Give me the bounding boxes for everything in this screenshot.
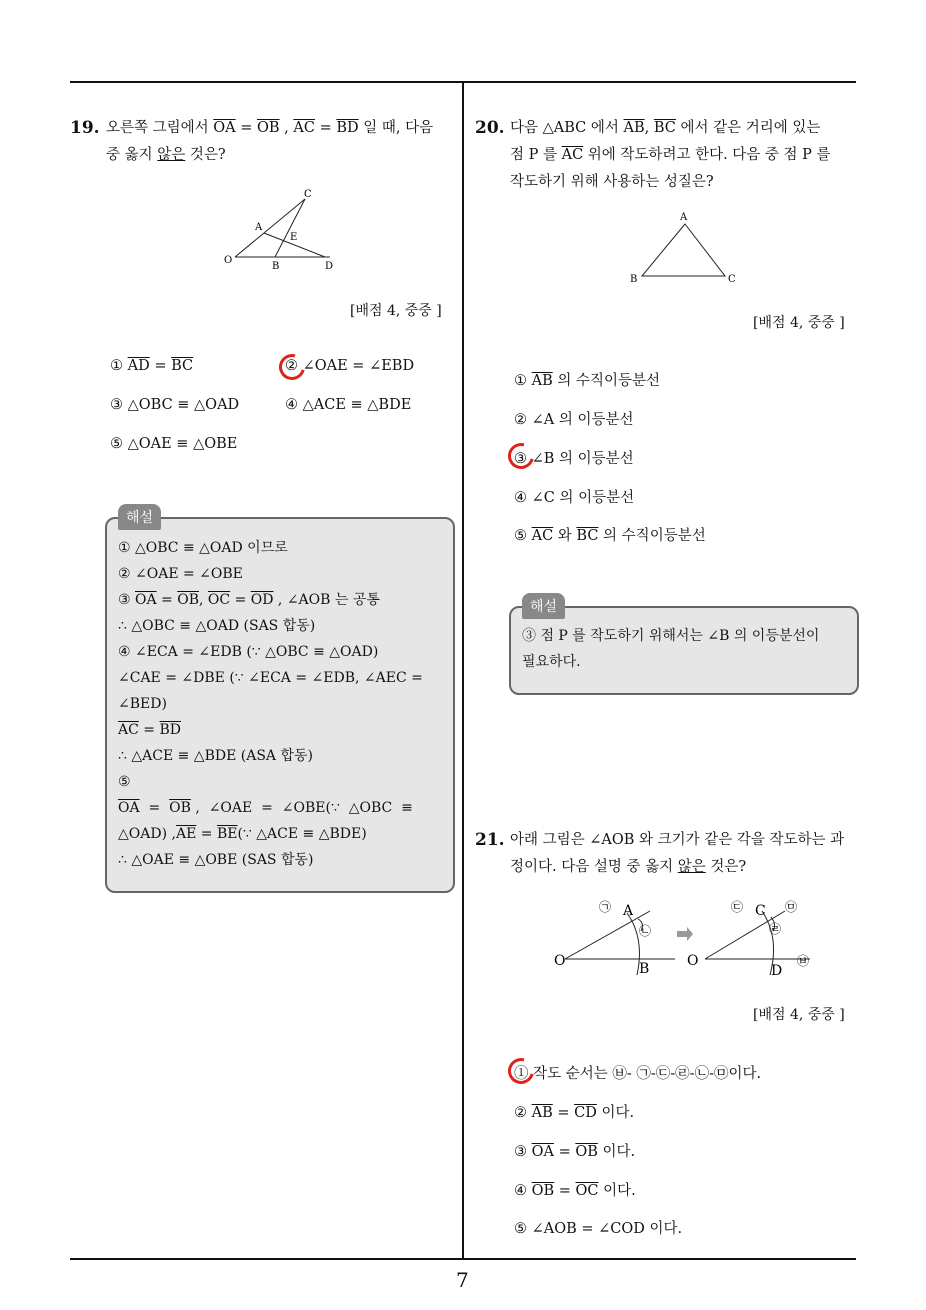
- q19-label-o: O: [224, 255, 233, 266]
- column-divider: [462, 82, 464, 1260]
- q20-choice-2[interactable]: ② ∠A 의 이등분선: [514, 412, 634, 428]
- bottom-rule: [70, 1258, 856, 1260]
- q20-label-b: B: [630, 274, 638, 285]
- q20-sol-line-1: ③ 점 P 를 작도하기 위해서는 ∠B 의 이등분선이: [522, 628, 820, 644]
- q21-label-a: A: [623, 903, 634, 919]
- q20-solution-tag: 해설: [522, 593, 565, 619]
- q20-choice-1[interactable]: ① $\overline{AB}$ 의 수직이등분선: [514, 373, 661, 389]
- q19-label-a: A: [255, 222, 263, 233]
- q19-sol-line-11: $\overline{OA} = \overline{OB}$ , ∠OAE = ∠OBE(∵ △OBC ≡: [118, 800, 413, 816]
- q19-sol-line-10: ⑤: [118, 774, 131, 790]
- q19-sol-line-3: ③ $\overline{OA} = \overline{OB}$, $\overline{OC} = \overline{OD}$ , ∠AOB 는 공통: [118, 592, 380, 608]
- q19-choice-1[interactable]: ① $\overline{AD} = \overline{BC}$: [110, 358, 194, 374]
- q19-sol-line-12: △OAD) $,\overline{AE}$ = $\overline{BE}(\because$ △ACE ≡ △BDE): [118, 826, 367, 842]
- q20-choice-5[interactable]: ⑤ $\overline{AC}$ 와 $\overline{BC}$ 의 수직이등분선: [514, 528, 706, 544]
- q20-answer-mark: [503, 438, 539, 474]
- q21-line2: 정이다. 다음 설명 중 옳지 않은 것은?: [510, 859, 747, 875]
- q20-line3: 작도하기 위해 사용하는 성질은?: [510, 174, 714, 190]
- q21-number: 21.: [475, 830, 505, 850]
- q21-choice-2[interactable]: ② $\overline{AB} = \overline{CD}$ 이다.: [514, 1105, 635, 1121]
- q21-label-h: ㉥: [797, 954, 810, 968]
- q19-solution: [118, 535, 423, 873]
- q19-sol-line-1: ① △OBC ≡ △OAD 이므로: [118, 540, 288, 556]
- q19-sol-line-5: ④ ∠ECA = ∠EDB (∵ △OBC ≡ △OAD): [118, 644, 379, 660]
- q19-choice-5[interactable]: ⑤ △OAE ≡ △OBE: [110, 436, 238, 452]
- q21-label-d-mark: ㉢: [731, 900, 744, 914]
- page-number: 7: [456, 1268, 469, 1292]
- q21-label-g: ㉠: [599, 900, 612, 914]
- q19-label-e: E: [290, 232, 298, 243]
- q21-score: [배점 4, 중중 ]: [753, 1007, 845, 1023]
- q21-label-b: B: [639, 961, 650, 977]
- q19-choice-2[interactable]: ② ∠OAE = ∠EBD: [285, 358, 415, 374]
- q20-sol-line-2: 필요하다.: [522, 654, 581, 670]
- q20-solution: [522, 623, 819, 675]
- q21-label-m: ㉤: [785, 900, 798, 914]
- q21-choice-5[interactable]: ⑤ ∠AOB = ∠COD 이다.: [514, 1221, 683, 1237]
- q19-question: [106, 115, 433, 169]
- q21-label-r: ㉣: [769, 922, 782, 936]
- q20-line1: 다음 △ABC 에서 $\overline{AB}$, $\overline{BC}$ 에서 같은 거리에 있는: [510, 120, 821, 136]
- q21-choice-3[interactable]: ③ $\overline{OA} = \overline{OB}$ 이다.: [514, 1144, 636, 1160]
- q21-choice-4[interactable]: ④ $\overline{OB} = \overline{OC}$ 이다.: [514, 1183, 636, 1199]
- q19-number: 19.: [70, 118, 100, 138]
- q21-answer-mark: [503, 1053, 539, 1089]
- q19-line2: 중 옳지 않은 것은?: [106, 147, 226, 163]
- q21-label-o2: O: [687, 953, 699, 969]
- q19-figure: [215, 185, 345, 275]
- q21-label-o1: O: [554, 953, 566, 969]
- q19-choice-4[interactable]: ④ △ACE ≡ △BDE: [285, 397, 412, 413]
- q19-sol-line-9: ∴ △ACE ≡ △BDE (ASA 합동): [118, 748, 313, 764]
- q20-label-a: A: [680, 212, 688, 223]
- q21-line1: 아래 그림은 ∠AOB 와 크기가 같은 각을 작도하는 과: [510, 832, 845, 848]
- q21-label-d: D: [771, 963, 783, 979]
- q19-sol-line-2: ② ∠OAE = ∠OBE: [118, 566, 243, 582]
- q21-choice-1[interactable]: ① 작도 순서는 ㉥- ㉠-㉢-㉣-㉡-㉤이다.: [514, 1066, 762, 1082]
- q19-sol-line-13: ∴ △OAE ≡ △OBE (SAS 합동): [118, 852, 314, 868]
- q19-line1: 오른쪽 그림에서 $\overline{OA} = \overline{OB}$ , $\overline{AC} = \overline{BD}$ 일 때, 다음: [106, 120, 434, 136]
- q20-number: 20.: [475, 118, 505, 138]
- q19-sol-line-8: $\overline{AC} = \overline{BD}$: [118, 722, 181, 738]
- q19-solution-tag: 해설: [118, 504, 161, 530]
- q19-label-c: C: [304, 189, 312, 200]
- q21-figure: [545, 893, 825, 983]
- q21-label-c: C: [755, 903, 766, 919]
- q21-label-n: ㉡: [639, 924, 652, 938]
- q19-choice-3[interactable]: ③ △OBC ≡ △OAD: [110, 397, 240, 413]
- q19-answer-mark: [274, 349, 310, 385]
- q20-line2: 점 P 를 $\overline{AC}$ 위에 작도하려고 한다. 다음 중 점 P 를: [510, 147, 831, 163]
- q20-score: [배점 4, 중중 ]: [753, 315, 845, 331]
- q20-question: [510, 115, 831, 196]
- q19-label-b: B: [272, 261, 280, 272]
- q20-figure: [625, 208, 745, 288]
- q19-sol-line-6: ∠CAE = ∠DBE (∵ ∠ECA = ∠EDB, ∠AEC =: [118, 670, 423, 686]
- q21-question: [510, 827, 844, 881]
- q20-label-c: C: [728, 274, 736, 285]
- q19-score: [배점 4, 중중 ]: [350, 303, 442, 319]
- q19-sol-line-7: ∠BED): [118, 696, 167, 712]
- q19-label-d: D: [325, 261, 334, 272]
- q19-sol-line-4: ∴ △OBC ≡ △OAD (SAS 합동): [118, 618, 316, 634]
- q20-choice-3[interactable]: ③ ∠B 의 이등분선: [514, 451, 634, 467]
- q20-choice-4[interactable]: ④ ∠C 의 이등분선: [514, 490, 635, 506]
